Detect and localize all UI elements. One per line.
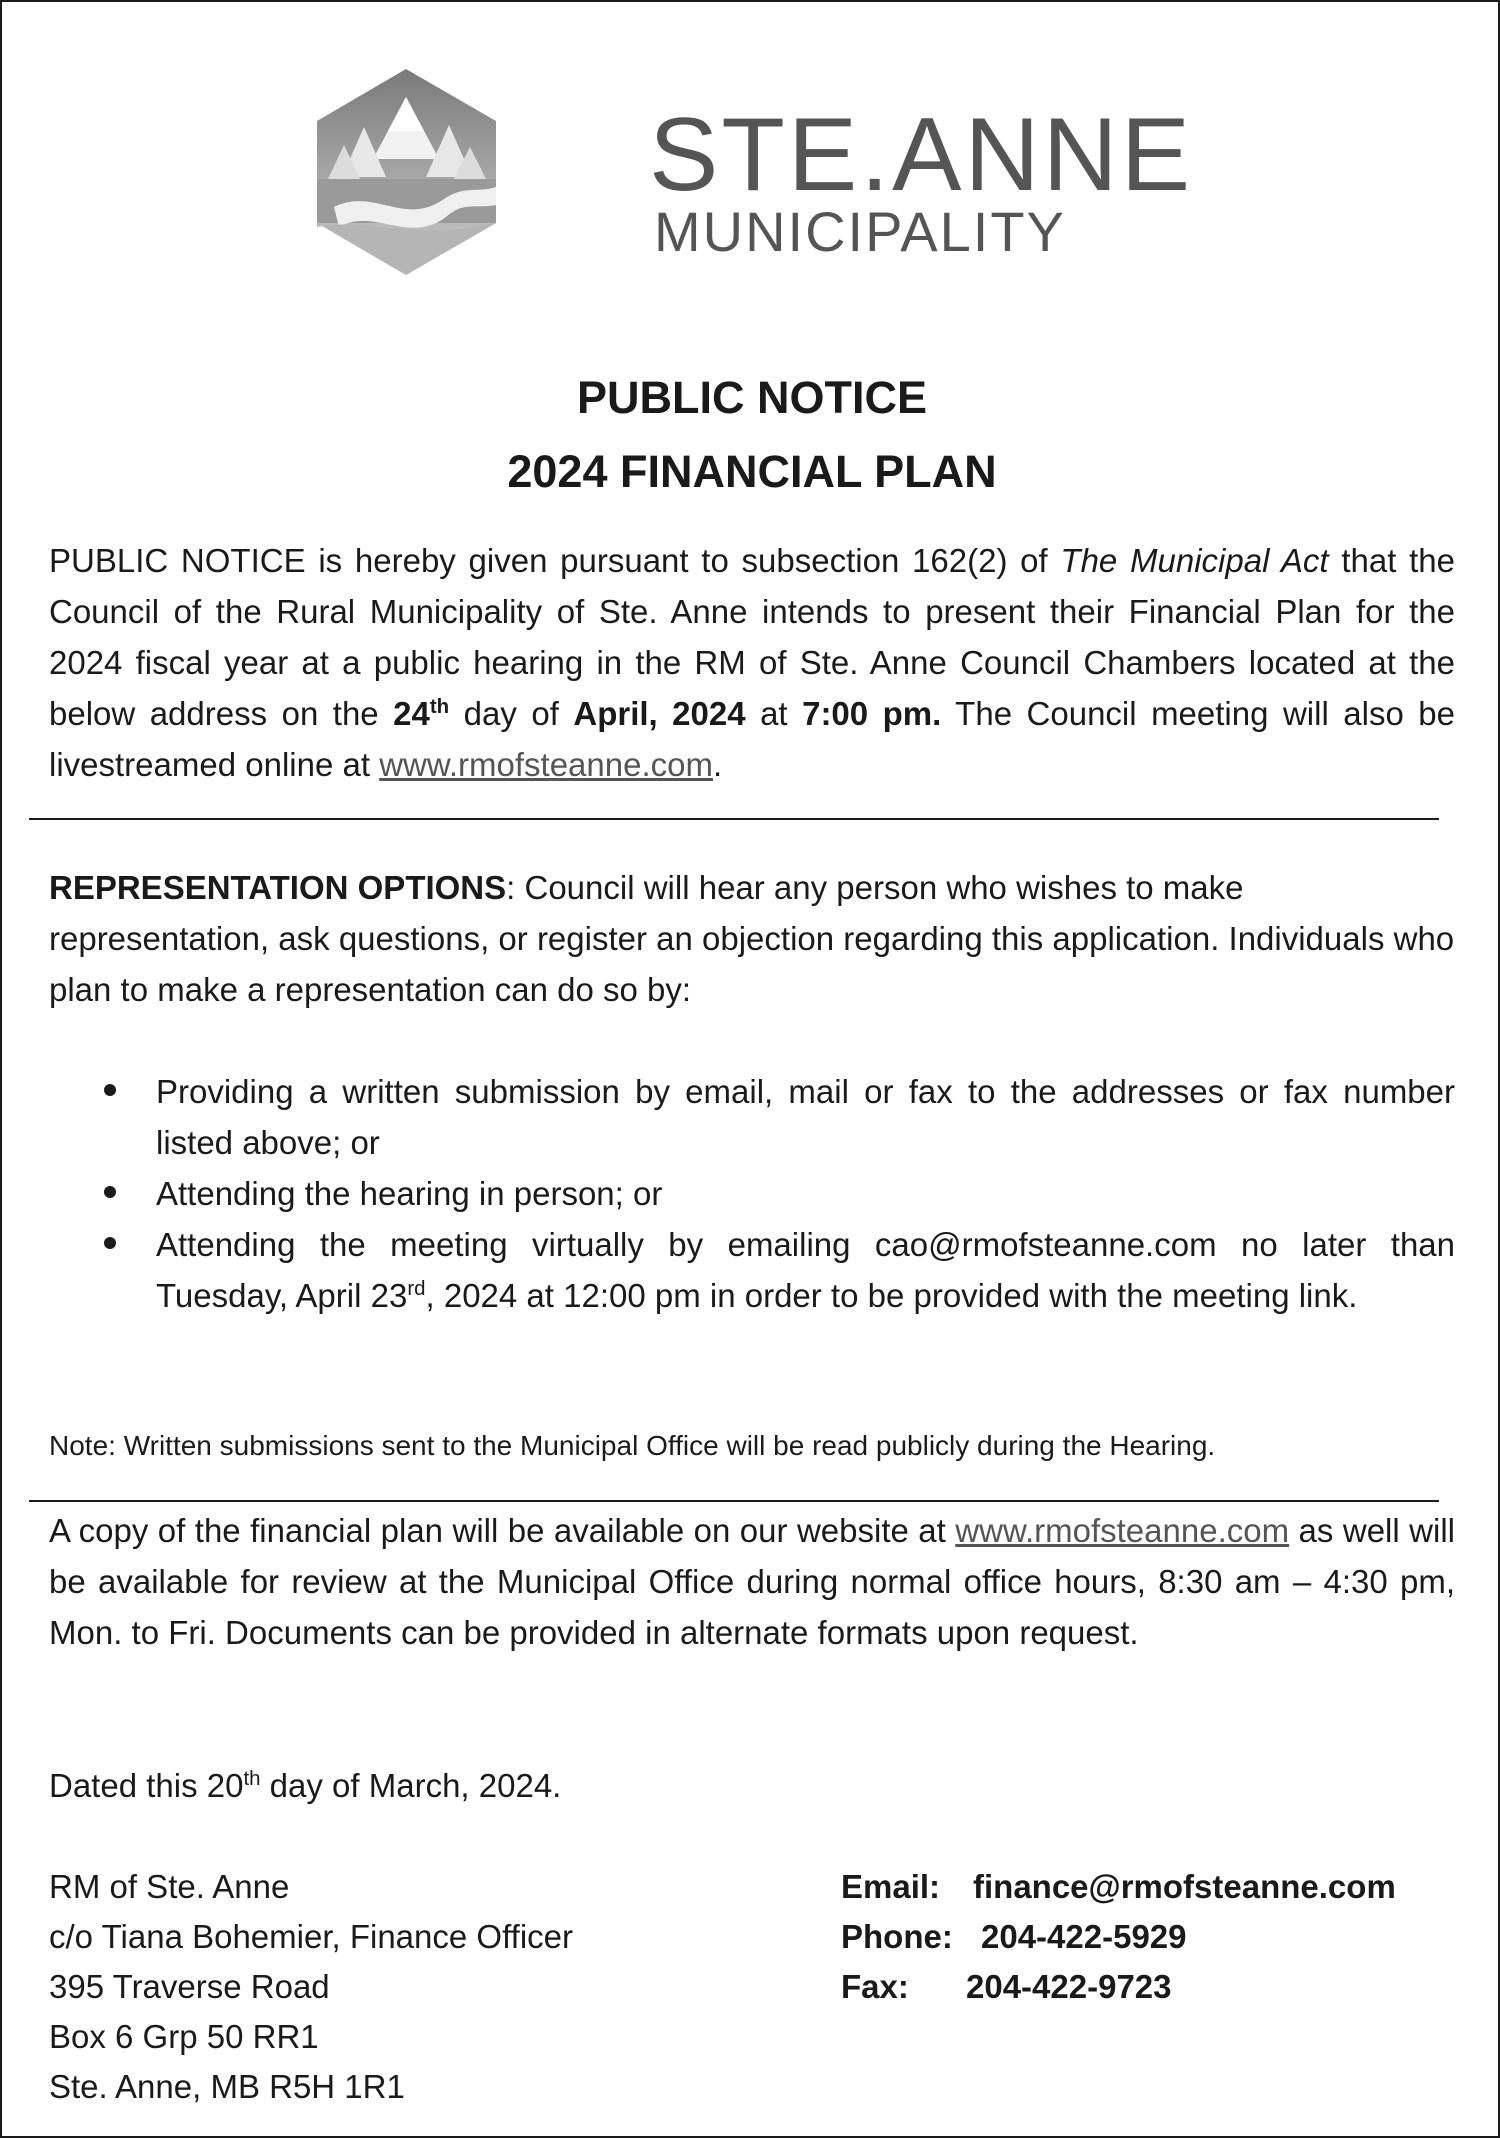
phone-value: 204-422-5929 <box>981 1918 1187 1955</box>
representation-list <box>49 1066 1455 1321</box>
email-row <box>841 1861 1396 1912</box>
hearing-month: April, 2024 <box>573 695 746 732</box>
intro-text-5: The Council meeting will also be livestreamed online at <box>49 695 1455 783</box>
act-name: The Municipal Act <box>1060 542 1329 579</box>
logo-emblem <box>314 67 499 277</box>
copy-paragraph <box>49 1505 1455 1658</box>
fax-row <box>841 1961 1172 2012</box>
notice-title: PUBLIC NOTICE <box>576 372 927 423</box>
representation-paragraph <box>49 862 1455 1015</box>
address-line: c/o Tiana Bohemier, Finance Officer <box>49 1918 573 1955</box>
representation-text: : Council will hear any person who wishes to make representation, ask questions, or register an objection regarding this application. Individuals who plan to make a representation can do so by: <box>49 869 1455 1008</box>
bullet-icon <box>104 1237 116 1249</box>
dated-line: Dated this 20th day of March, 2024. <box>49 1767 562 1804</box>
hearing-time: 7:00 pm. <box>802 695 942 732</box>
email-value[interactable]: finance@rmofsteanne.com <box>973 1868 1396 1905</box>
notice-subtitle: 2024 FINANCIAL PLAN <box>507 446 997 497</box>
municipality-logo <box>314 62 1274 332</box>
copy-text-2: as well will be available for review at the Municipal Office during normal office hours, 8:30 am – 4:30 pm, Mon. to Fri. Documents can be provided in alternate formats upon request. <box>49 1512 1455 1651</box>
divider <box>29 818 1439 820</box>
copy-text-1: A copy of the financial plan will be available on our website at <box>49 1512 956 1549</box>
bullet-icon <box>104 1186 116 1198</box>
divider <box>29 1500 1439 1502</box>
intro-text-4: at <box>745 695 803 732</box>
address-line: Box 6 Grp 50 RR1 <box>49 2018 319 2055</box>
intro-paragraph <box>49 535 1455 790</box>
fax-value: 204-422-9723 <box>966 1968 1172 2005</box>
hearing-day: 24 <box>393 695 430 732</box>
list-item: Attending the hearing in person; or <box>49 1168 1455 1219</box>
representation-heading: REPRESENTATION OPTIONS <box>49 869 507 906</box>
email-label: Email: <box>841 1868 941 1905</box>
note-text: Note: Written submissions sent to the Municipal Office will be read publicly during the Hearing. <box>49 1430 1216 1461</box>
website-link[interactable]: www.rmofsteanne.com <box>379 746 713 783</box>
fax-label: Fax: <box>841 1968 909 2005</box>
hearing-day-suffix: th <box>429 695 450 718</box>
logo-subtitle: MUNICIPALITY <box>654 200 1066 263</box>
logo-name: STE.ANNE <box>649 97 1194 213</box>
address-line: 395 Traverse Road <box>49 1968 330 2005</box>
phone-row <box>841 1911 1187 1962</box>
intro-text-1: PUBLIC NOTICE is hereby given pursuant to subsection 162(2) of <box>49 542 1061 579</box>
bullet-icon <box>104 1084 116 1096</box>
intro-text-6: . <box>712 746 723 783</box>
intro-text-2: that the Council of the Rural Municipality of Ste. Anne intends to present their Financial Plan for the 2024 fiscal year at a public hearing in the RM of Ste. Anne Council Chambers located at the below address on the <box>49 542 1455 732</box>
list-item: Attending the meeting virtually by emailing cao@rmofsteanne.com no later than Tuesday, April 23rd, 2024 at 12:00 pm in order to be provided with the meeting link. <box>49 1219 1455 1321</box>
address-line: Ste. Anne, MB R5H 1R1 <box>49 2068 405 2105</box>
list-item: Providing a written submission by email, mail or fax to the addresses or fax number listed above; or <box>49 1066 1455 1168</box>
website-link[interactable]: www.rmofsteanne.com <box>955 1512 1290 1549</box>
phone-label: Phone: <box>841 1918 953 1955</box>
address-line: RM of Ste. Anne <box>49 1868 290 1905</box>
intro-text-3: day of <box>449 695 574 732</box>
